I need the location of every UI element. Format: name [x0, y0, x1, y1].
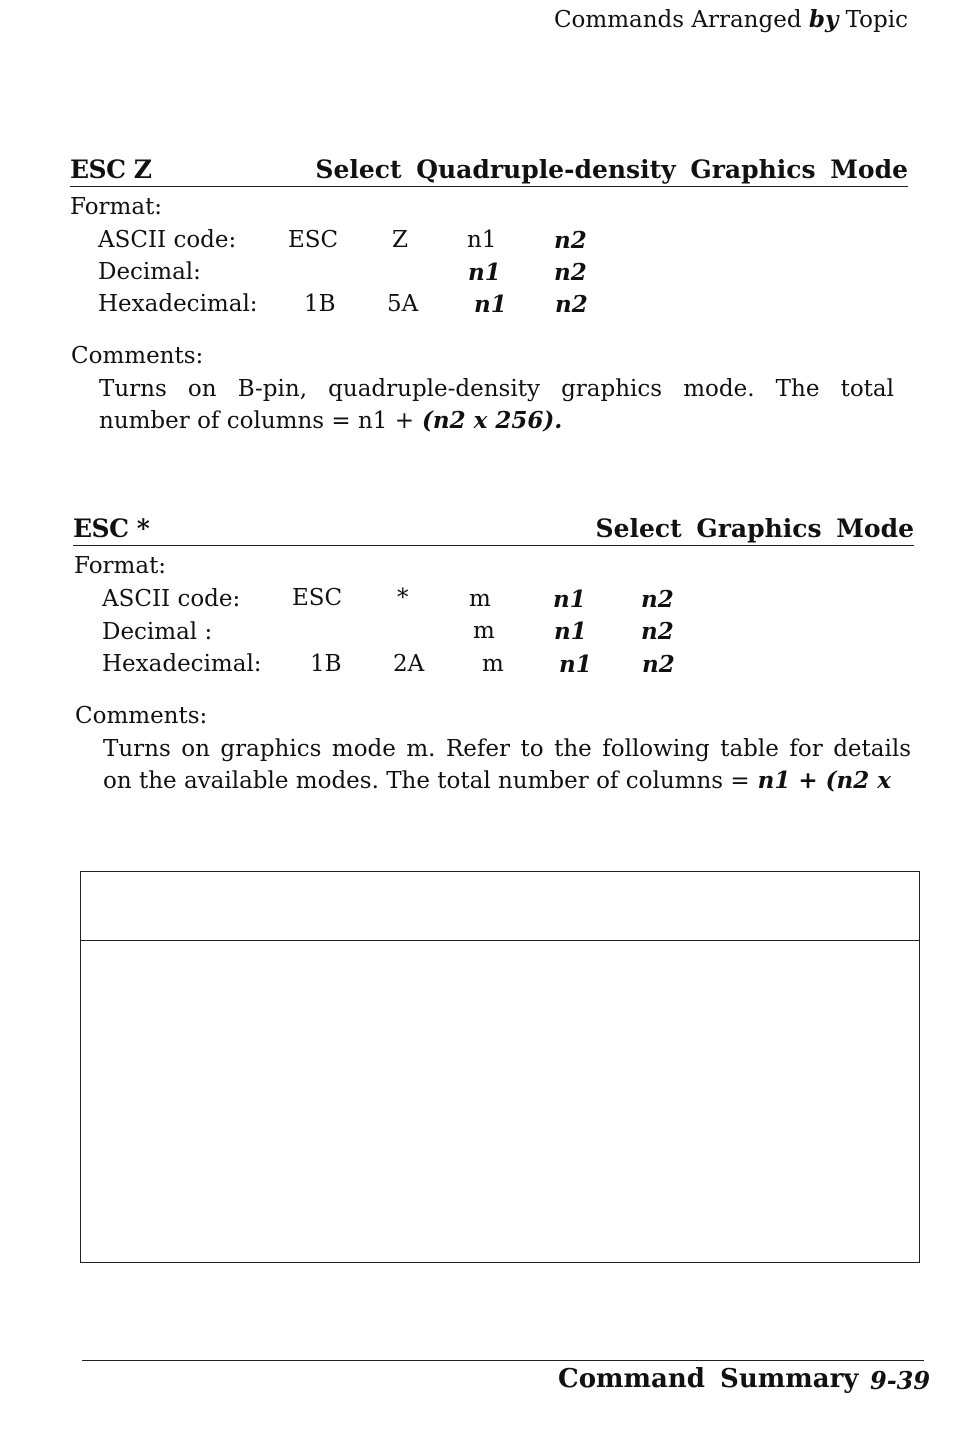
format-label: Format:: [70, 194, 163, 220]
format-value: n2: [641, 586, 674, 613]
format-value: 2A: [393, 651, 425, 677]
format-value: n2: [641, 618, 674, 645]
format-value: n1: [467, 227, 497, 253]
comments-label: Comments:: [75, 703, 208, 729]
running-head-prefix: Commands Arranged: [553, 7, 809, 33]
comment-body: [99, 373, 894, 437]
format-value: n1: [554, 618, 587, 645]
command-title: Select Graphics Mode: [595, 514, 914, 543]
command-header-esc-star: [73, 509, 914, 546]
comment-text: Turns on graphics mode m. Refer to the following table for details on the available modes. The total number of columns =: [103, 736, 911, 794]
running-head: [554, 6, 908, 33]
table-header-rule: [81, 940, 919, 941]
comment-emphasis: n1 + (n2 x: [749, 767, 892, 794]
format-value: m: [482, 651, 504, 677]
command-code: ESC *: [73, 514, 150, 543]
row-label-ascii: ASCII code:: [102, 586, 241, 612]
format-value: n2: [554, 259, 587, 286]
format-value: n1: [468, 259, 501, 286]
row-label-decimal: Decimal:: [98, 259, 201, 285]
command-title: Select Quadruple-density Graphics Mode: [315, 155, 908, 184]
format-value: 1B: [304, 291, 336, 317]
row-label-decimal: Decimal :: [102, 619, 213, 645]
format-value: m: [469, 586, 491, 612]
format-value: *: [397, 585, 409, 611]
comment-text: Turns on B-pin, quadruple-density graphics mode. The total number of columns = n1 +: [99, 376, 894, 434]
row-label-hex: Hexadecimal:: [98, 291, 258, 317]
footer-title: Command Summary: [558, 1364, 859, 1394]
footer-rule: [82, 1360, 924, 1361]
format-value: n1: [559, 651, 592, 678]
format-value: n2: [642, 651, 675, 678]
format-label: Format:: [74, 553, 167, 579]
format-value: n1: [474, 291, 507, 318]
running-head-emphasis: by: [808, 6, 839, 33]
format-value: 5A: [387, 291, 419, 317]
comment-emphasis: (n2 x 256).: [414, 407, 563, 434]
row-label-ascii: ASCII code:: [98, 227, 237, 253]
format-value: n1: [553, 586, 586, 613]
graphics-mode-table: [80, 871, 920, 1263]
format-value: ESC: [288, 227, 339, 253]
running-head-suffix: Topic: [838, 7, 908, 33]
format-value: m: [473, 618, 495, 644]
command-code: ESC Z: [70, 155, 152, 184]
format-value: n2: [555, 291, 588, 318]
format-value: Z: [392, 227, 408, 253]
format-value: 1B: [310, 651, 342, 677]
comments-label: Comments:: [71, 343, 204, 369]
format-value: ESC: [292, 585, 343, 611]
command-header-esc-z: [70, 150, 908, 187]
page-number: 9-39: [870, 1366, 931, 1395]
format-value: n2: [554, 227, 587, 254]
row-label-hex: Hexadecimal:: [102, 651, 262, 677]
comment-body: [103, 733, 911, 797]
